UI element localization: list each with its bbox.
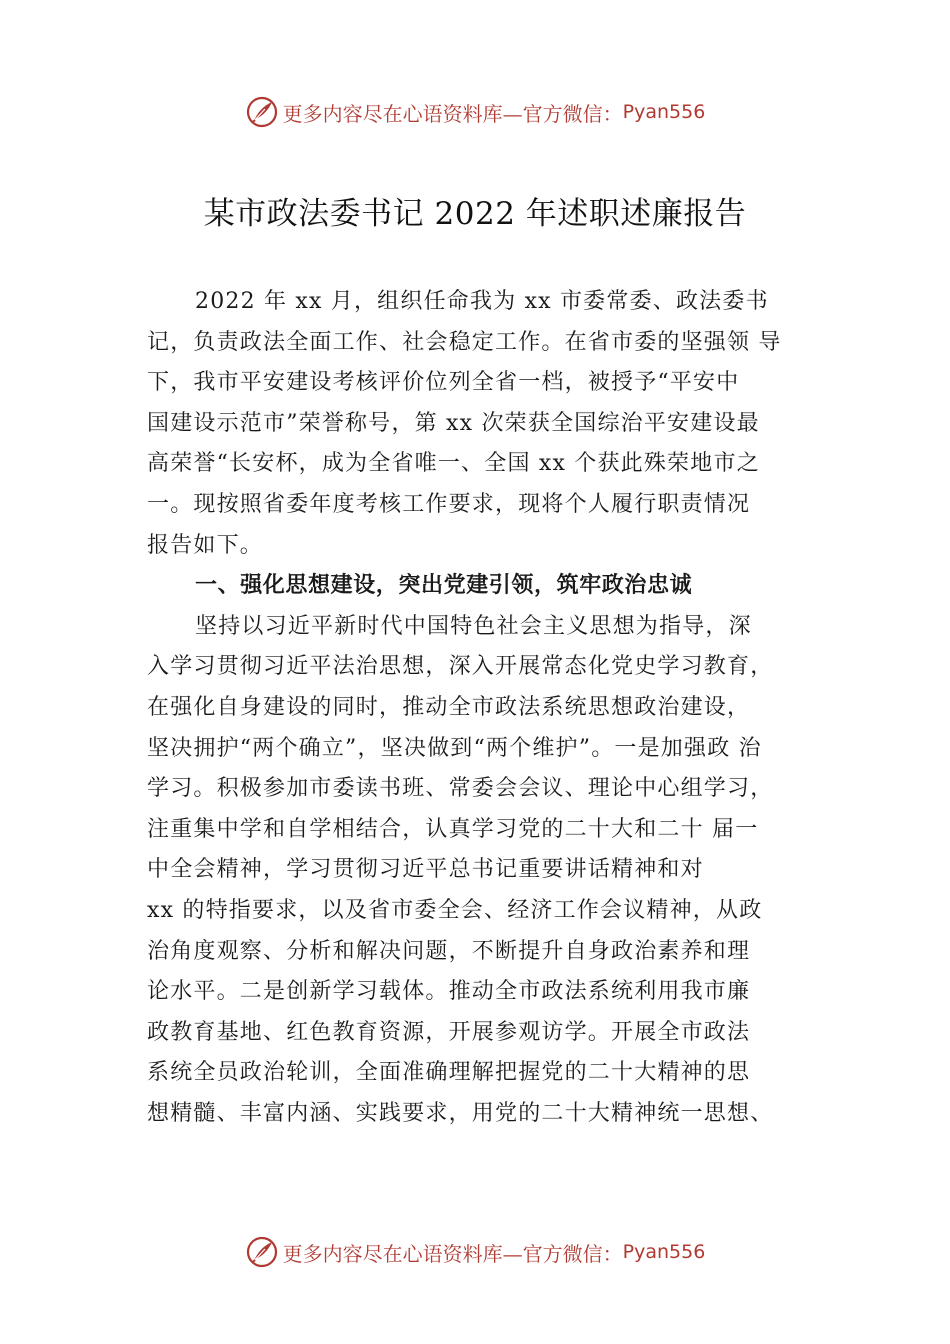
feather-quill-icon: [245, 1235, 279, 1269]
text-line: 2022 年 xx 月，组织任命我为 xx 市委常委、政法委书: [195, 289, 769, 314]
document-body: [147, 282, 807, 1134]
text-line: 下，我市平安建设考核评价位列全省一档，被授予“平安中: [147, 370, 740, 396]
paragraph-intro: [147, 282, 807, 566]
text-line: 学习。积极参加市委读书班、常委会会议、理论中心组学习，: [147, 776, 774, 802]
text-line: 高荣誉“长安杯，成为全省唯一、全国 xx 个获此殊荣地市之: [147, 451, 760, 477]
watermark-text: 更多内容尽在心语资料库—官方微信：: [282, 1241, 623, 1266]
watermark-text: 更多内容尽在心语资料库—官方微信：: [282, 101, 623, 126]
watermark-handle: Pyan556: [622, 101, 706, 123]
text-line: 想精髓、丰富内涵、实践要求，用党的二十大精神统一思想、: [147, 1100, 774, 1126]
watermark-header: [0, 92, 950, 132]
section-heading-1: 一、强化思想建设，突出党建引领，筑牢政治忠诚: [195, 573, 693, 599]
watermark-handle: Pyan556: [622, 1241, 706, 1263]
text-line: 记，负责政法全面工作、社会稳定工作。在省市委的坚强领 导: [147, 329, 782, 355]
document-title: 某市政法委书记 2022 年述职述廉报告: [203, 196, 747, 232]
text-line: 论水平。二是创新学习载体。推动全市政法系统利用我市廉: [147, 979, 751, 1005]
text-line: xx 的特指要求，以及省市委全会、经济工作会议精神，从政: [147, 897, 763, 923]
text-line: 中全会精神，学习贯彻习近平总书记重要讲话精神和对: [147, 857, 704, 883]
text-line: 在强化自身建设的同时，推动全市政法系统思想政治建设，: [147, 694, 751, 720]
text-line: 注重集中学和自学相结合，认真学习党的二十大和二十 届一: [147, 816, 759, 842]
text-line: 国建设示范市”荣誉称号，第 xx 次荣获全国综治平安建设最: [147, 410, 760, 436]
text-line: 政教育基地、红色教育资源，开展参观访学。开展全市政法: [147, 1019, 751, 1045]
feather-quill-icon: [245, 95, 279, 129]
text-line: 系统全员政治轮训，全面准确理解把握党的二十大精神的思: [147, 1060, 751, 1086]
text-line: 坚决拥护“两个确立”，坚决做到“两个维护”。一是加强政 治: [147, 735, 762, 761]
text-line: 一。现按照省委年度考核工作要求，现将个人履行职责情况: [147, 491, 751, 517]
paragraph-section-1: [147, 607, 807, 1135]
text-line: 报告如下。: [147, 532, 264, 558]
watermark-footer: [0, 1232, 950, 1272]
text-line: 坚持以习近平新时代中国特色社会主义思想为指导，深: [195, 613, 752, 639]
text-line: 入学习贯彻习近平法治思想，深入开展常态化党史学习教育，: [147, 654, 774, 680]
text-line: 治角度观察、分析和解决问题，不断提升自身政治素养和理: [147, 938, 751, 964]
